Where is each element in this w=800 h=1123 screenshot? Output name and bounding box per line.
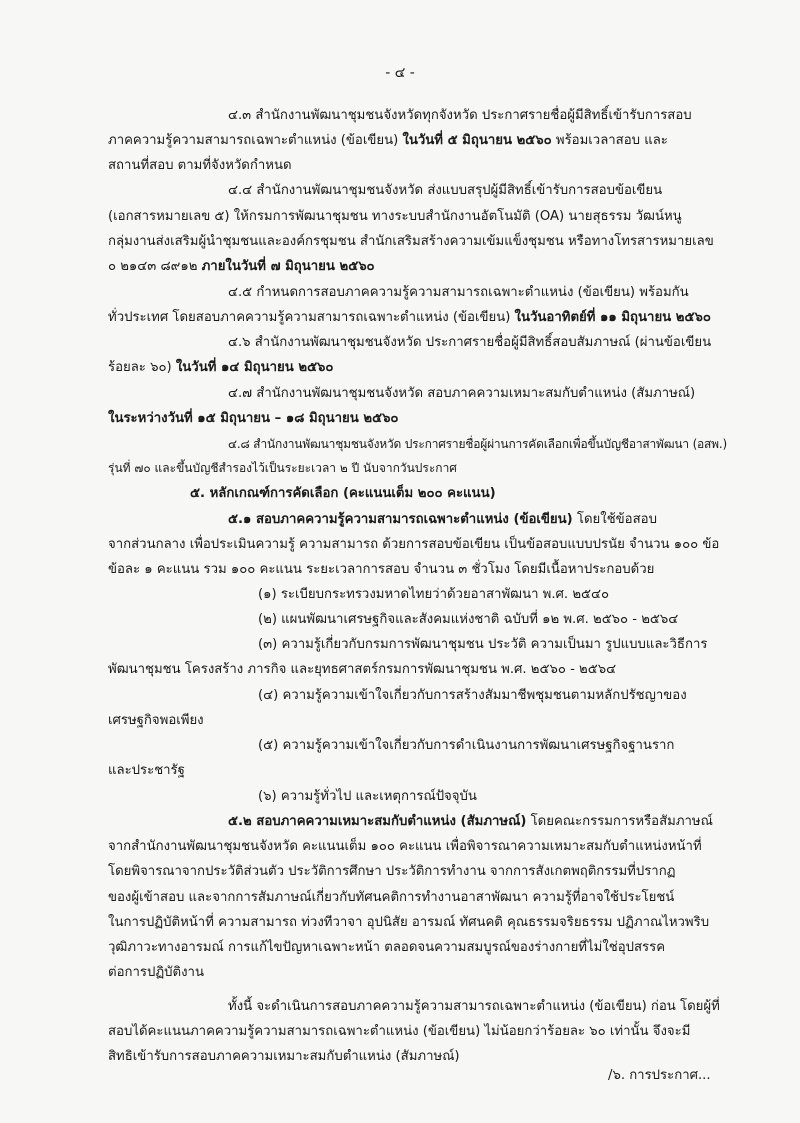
p47-line1: ๔.๗ สำนักงานพัฒนาชุมชนจังหวัด สอบภาคความเหมาะสมกับตำแหน่ง (สัมภาษณ์) [228, 386, 696, 401]
p43-line3: สถานที่สอบ ตามที่จังหวัดกำหนด [108, 158, 292, 173]
p52-line3: โดยพิจารณาจากประวัติส่วนตัว ประวัติการศึกษา ประวัติการทำงาน จากการสังเกตพฤติกรรมที่ปรากฏ [108, 864, 676, 879]
p45-line1: ๔.๕ กำหนดการสอบภาคความรู้ความสามารถเฉพาะตำแหน่ง (ข้อเขียน) พร้อมกัน [228, 285, 689, 300]
p52-line6: วุฒิภาวะทางอารมณ์ การแก้ไขปัญหาเฉพาะหน้า ตลอดจนความสมบูรณ์ของร่างกายที่ไม่ใช่อุปสรรค [108, 940, 666, 955]
page-number: - ๔ - [385, 65, 415, 81]
continued-footer: /๖. การประกาศ... [608, 1068, 711, 1083]
p52-line5: ในการปฏิบัติหน้าที่ ความสามารถ ท่วงทีวาจา อุปนิสัย อารมณ์ ทัศนคติ คุณธรรมจริยธรรม ปฏิภาณไหวพริบ [108, 915, 710, 930]
item-2: (๒) แผนพัฒนาเศรษฐกิจและสังคมแห่งชาติ ฉบับที่ ๑๒ พ.ศ. ๒๕๖๐ - ๒๕๖๔ [258, 612, 679, 627]
item-5-line1: (๕) ความรู้ความเข้าใจเกี่ยวกับการดำเนินงานการพัฒนาเศรษฐกิจฐานราก [258, 738, 675, 753]
p45-line2: ทั่วประเทศ โดยสอบภาคความรู้ความสามารถเฉพาะตำแหน่ง (ข้อเขียน) ในวันอาทิตย์ที่ ๑๑ มิถุนายน ๒๕๖๐ [108, 310, 711, 325]
item-4-line2: เศรษฐกิจพอเพียง [108, 713, 204, 728]
section5-heading: ๕. หลักเกณฑ์การคัดเลือก (คะแนนเต็ม ๒๐๐ คะแนน) [190, 486, 496, 501]
p44-line3: กลุ่มงานส่งเสริมผู้นำชุมชนและองค์กรชุมชน สำนักเสริมสร้างความเข้มแข็งชุมชน หรือทางโทรสารหมายเลข [108, 234, 714, 249]
p52-title: ๕.๒ สอบภาคความเหมาะสมกับตำแหน่ง (สัมภาษณ์) [228, 814, 527, 829]
item-3-line1: (๓) ความรู้เกี่ยวกับกรมการพัฒนาชุมชน ประวัติ ความเป็นมา รูปแบบและวิธีการ [258, 637, 708, 652]
item-4-line1: (๔) ความรู้ความเข้าใจเกี่ยวกับการสร้างสัมมาชีพชุมชนตามหลักปรัชญาของ [258, 688, 687, 703]
p51-line2: จากส่วนกลาง เพื่อประเมินความรู้ ความสามารถ ด้วยการสอบข้อเขียน เป็นข้อสอบแบบปรนัย จำนวน ๑๐๐ ข้อ [108, 537, 720, 552]
p46-line1: ๔.๖ สำนักงานพัฒนาชุมชนจังหวัด ประกาศรายชื่อผู้มีสิทธิ์สอบสัมภาษณ์ (ผ่านข้อเขียน [228, 335, 712, 350]
closing-line1: ทั้งนี้ จะดำเนินการสอบภาคความรู้ความสามารถเฉพาะตำแหน่ง (ข้อเขียน) ก่อน โดยผู้ที่ [228, 999, 720, 1014]
p43-date: ในวันที่ ๕ มิถุนายน ๒๕๖๐ [402, 133, 552, 148]
p52-line1: ๕.๒ สอบภาคความเหมาะสมกับตำแหน่ง (สัมภาษณ์) โดยคณะกรรมการหรือสัมภาษณ์ [228, 814, 713, 829]
p44-line4: ๐ ๒๑๔๓ ๘๙๑๒ ภายในวันที่ ๗ มิถุนายน ๒๕๖๐ [108, 259, 375, 274]
item-6: (๖) ความรู้ทั่วไป และเหตุการณ์ปัจจุบัน [258, 789, 477, 804]
p48-line1: ๔.๘ สำนักงานพัฒนาชุมชนจังหวัด ประกาศรายชื่อผู้ผ่านการคัดเลือกเพื่อขึ้นบัญชีอาสาพัฒนา (อสพ.) [228, 437, 727, 451]
p51-line3: ข้อละ ๑ คะแนน รวม ๑๐๐ คะแนน ระยะเวลาการสอบ จำนวน ๓ ชั่วโมง โดยมีเนื้อหาประกอบด้วย [108, 562, 655, 577]
p43-line1: ๔.๓ สำนักงานพัฒนาชุมชนจังหวัดทุกจังหวัด ประกาศรายชื่อผู้มีสิทธิ์เข้ารับการสอบ [228, 108, 692, 123]
p48-line2: รุ่นที่ ๗๐ และขึ้นบัญชีสำรองไว้เป็นระยะเวลา ๒ ปี นับจากวันประกาศ [108, 461, 457, 475]
p52-line7: ต่อการปฏิบัติงาน [108, 965, 204, 980]
p45-date: ในวันอาทิตย์ที่ ๑๑ มิถุนายน ๒๕๖๐ [514, 310, 711, 325]
p52-line4: ของผู้เข้าสอบ และจากการสัมภาษณ์เกี่ยวกับทัศนคติการทำงานอาสาพัฒนา ความรู้ที่อาจใช้ประโยชน์ [108, 890, 675, 905]
p46-date: ในวันที่ ๑๔ มิถุนายน ๒๕๖๐ [175, 360, 334, 375]
closing-line2: สอบได้คะแนนภาคความรู้ความสามารถเฉพาะตำแหน่ง (ข้อเขียน) ไม่น้อยกว่าร้อยละ ๖๐ เท่านั้น จึงจะมี [108, 1024, 691, 1039]
item-5-line2: และประชารัฐ [108, 763, 185, 778]
p51-line1: ๕.๑ สอบภาคความรู้ความสามารถเฉพาะตำแหน่ง (ข้อเขียน) โดยใช้ข้อสอบ [228, 512, 657, 527]
p47-line2: ในระหว่างวันที่ ๑๕ มิถุนายน – ๑๘ มิถุนายน ๒๕๖๐ [108, 411, 399, 426]
item-1: (๑) ระเบียบกระทรวงมหาดไทยว่าด้วยอาสาพัฒนา พ.ศ. ๒๕๔๐ [258, 587, 610, 602]
closing-line3: สิทธิเข้ารับการสอบภาคความเหมาะสมกับตำแหน่ง (สัมภาษณ์) [108, 1049, 460, 1064]
p51-title: ๕.๑ สอบภาคความรู้ความสามารถเฉพาะตำแหน่ง (ข้อเขียน) [228, 512, 573, 527]
item-3-line2: พัฒนาชุมชน โครงสร้าง ภารกิจ และยุทธศาสตร์กรมการพัฒนาชุมชน พ.ศ. ๒๕๖๐ - ๒๕๖๔ [108, 662, 617, 677]
p52-line2: จากสำนักงานพัฒนาชุมชนจังหวัด คะแนนเต็ม ๑๐๐ คะแนน เพื่อพิจารณาความเหมาะสมกับตำแหน่งหน้าที่ [108, 839, 702, 854]
p44-line2: (เอกสารหมายเลข ๕) ให้กรมการพัฒนาชุมชน ทางระบบสำนักงานอัตโนมัติ (OA) นายสุธรรม วัฒน์หนู [108, 209, 682, 224]
p43-line2: ภาคความรู้ความสามารถเฉพาะตำแหน่ง (ข้อเขียน) ในวันที่ ๕ มิถุนายน ๒๕๖๐ พร้อมเวลาสอบ และ [108, 133, 668, 148]
p46-line2: ร้อยละ ๖๐) ในวันที่ ๑๔ มิถุนายน ๒๕๖๐ [108, 360, 334, 375]
p44-line1: ๔.๔ สำนักงานพัฒนาชุมชนจังหวัด ส่งแบบสรุปผู้มีสิทธิ์เข้ารับการสอบข้อเขียน [228, 183, 663, 198]
p44-deadline: ภายในวันที่ ๗ มิถุนายน ๒๕๖๐ [201, 259, 375, 274]
